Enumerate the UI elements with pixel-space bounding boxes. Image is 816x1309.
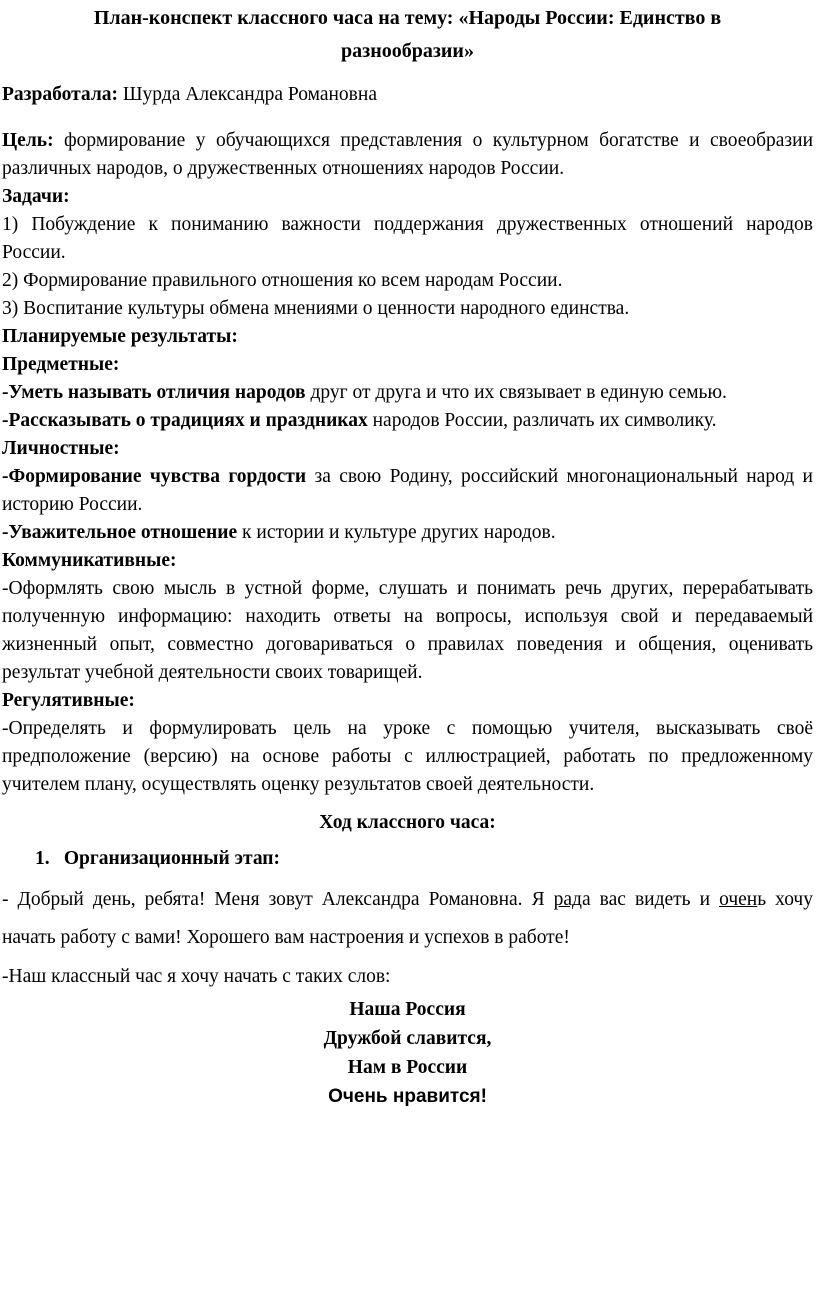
author-label: Разработала: bbox=[2, 84, 119, 105]
subject-heading-text: Предметные: bbox=[2, 354, 120, 375]
subject-item-bold: -Рассказывать о традициях и праздниках bbox=[2, 410, 368, 431]
poem bbox=[2, 995, 813, 1111]
personal-heading-text: Личностные: bbox=[2, 438, 120, 459]
tasks-heading-text: Задачи: bbox=[2, 186, 70, 207]
greeting-text: а вас видеть и bbox=[581, 889, 720, 910]
course-heading-text: Ход классного часа: bbox=[319, 812, 496, 833]
course-heading bbox=[2, 809, 813, 837]
task-item: 1) Побуждение к пониманию важности поддержания дружественных отношений народов России. bbox=[2, 214, 813, 263]
goal-label: Цель: bbox=[2, 130, 54, 151]
results-heading bbox=[2, 323, 813, 351]
regulatory-heading-text: Регулятивные: bbox=[2, 690, 135, 711]
document-page bbox=[0, 3, 816, 1309]
results-heading-text: Планируемые результаты: bbox=[2, 326, 238, 347]
subject-heading bbox=[2, 351, 813, 379]
personal-item-bold: -Уважительное отношение bbox=[2, 522, 238, 543]
document-title bbox=[2, 3, 813, 67]
poem-line: Дружбой славится, bbox=[323, 1028, 492, 1049]
author-line bbox=[2, 81, 813, 109]
title-line-2: разнообразии» bbox=[341, 40, 474, 62]
personal-item-text: за свою Родину, российский многонациональный народ и историю России. bbox=[2, 466, 813, 515]
regulatory-text: -Определять и формулировать цель на уроке с помощью учителя, высказывать своё предположение (версию) на основе работы с иллюстрацией, работать по предложенному учителем плану, осуществлять оценку результатов своей деятельности. bbox=[2, 718, 813, 795]
task-item: 2) Формирование правильного отношения ко всем народам России. bbox=[2, 270, 563, 291]
stage-title: Организационный этап: bbox=[63, 848, 281, 869]
personal-item-text: к истории и культуре других народов. bbox=[237, 522, 556, 543]
tasks-heading bbox=[2, 183, 813, 211]
poem-line: Очень нравится! bbox=[328, 1086, 487, 1107]
goal-text: формирование у обучающихся представления о культурном богатстве и своеобразии различных народов, о дружественных отношениях народов России. bbox=[2, 130, 814, 179]
personal-item-bold: -Формирование чувства гордости bbox=[2, 466, 307, 487]
task-item: 3) Воспитание культуры обмена мнениями о ценности народного единства. bbox=[2, 298, 630, 319]
greeting-underlined: рад bbox=[553, 889, 582, 910]
subject-item bbox=[2, 379, 813, 407]
personal-heading bbox=[2, 435, 813, 463]
subject-item-bold: -Уметь называть отличия народов bbox=[2, 382, 306, 403]
stage-number: 1. bbox=[35, 848, 50, 869]
title-line-1: План-конспект классного часа на тему: «Народы России: Единство в bbox=[93, 7, 722, 29]
communicative-heading-text: Коммуникативные: bbox=[2, 550, 177, 571]
intro-line: -Наш классный час я хочу начать с таких слов: bbox=[2, 966, 391, 987]
communicative-heading bbox=[2, 547, 813, 575]
greeting-text: - Добрый день, ребята! Меня зовут Александра Романовна. Я bbox=[2, 889, 554, 910]
personal-item bbox=[2, 463, 813, 519]
goal-paragraph bbox=[2, 127, 813, 183]
greeting-paragraph bbox=[2, 881, 813, 957]
greeting-underlined: очен bbox=[719, 889, 758, 910]
greeting-text: ь хочу начать работу с вами! Хорошего вам настроения и успехов в работе! bbox=[2, 889, 813, 948]
personal-item bbox=[2, 519, 813, 547]
regulatory-heading bbox=[2, 687, 813, 715]
communicative-text: -Оформлять свою мысль в устной форме, слушать и понимать речь других, перерабатывать полученную информацию: находить ответы на вопросы, используя свой и передаваемый жизненный опыт, совместно договариваться о правилах поведения и общения, оценивать результат учебной деятельности своих товарищей. bbox=[2, 578, 813, 683]
author-name: Шурда Александра Романовна bbox=[122, 84, 377, 105]
subject-item-text: народов России, различать их символику. bbox=[367, 410, 717, 431]
poem-line: Нам в России bbox=[347, 1057, 468, 1078]
subject-item bbox=[2, 407, 813, 435]
poem-line: Наша Россия bbox=[349, 999, 466, 1020]
subject-item-text: друг от друга и что их связывает в единую семью. bbox=[305, 382, 727, 403]
stage-heading bbox=[2, 845, 813, 873]
